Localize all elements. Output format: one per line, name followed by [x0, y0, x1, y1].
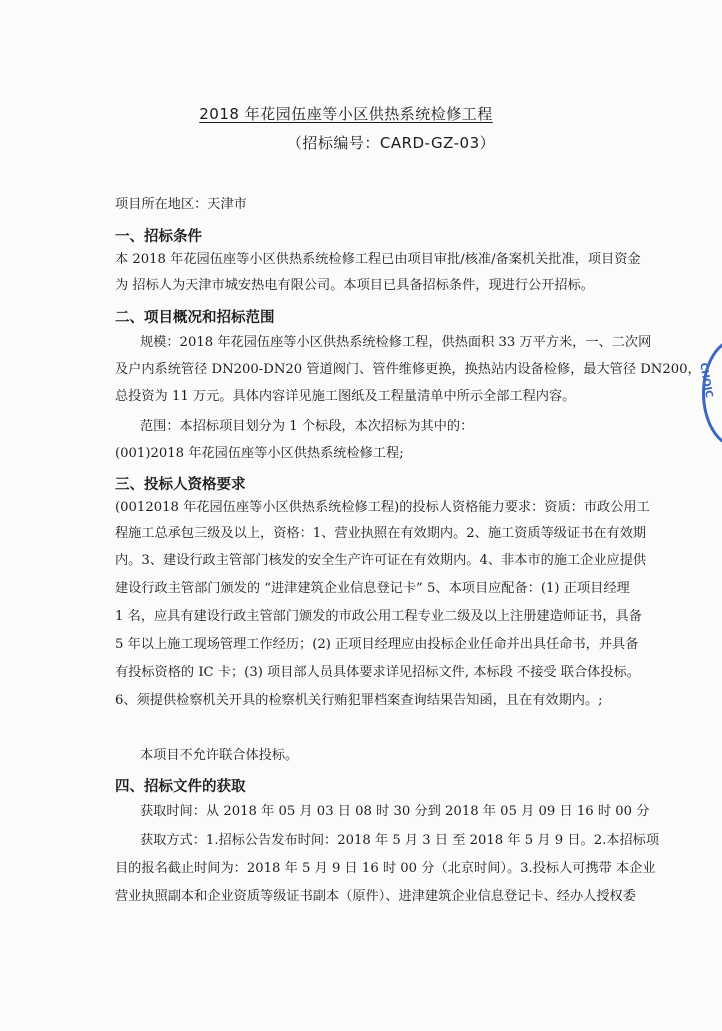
section-4-line: 目的报名截止时间为：2018 年 5 月 9 日 16 时 00 分（北京时间）。3.投标人可携带 本企业 [115, 861, 656, 876]
section-3-line: 有投标资格的 IC 卡；(3) 项目部人员具体要求详见招标文件, 本标段 不接受 联合体投标。 [115, 665, 640, 680]
section-3-line: 本项目不允许联合体投标。 [140, 748, 299, 763]
section-4-line: 营业执照副本和企业资质等级证书副本（原件）、进津建筑企业信息登记卡、经办人授权委 [115, 889, 636, 904]
section-3-line: 1 名，应具有建设行政主管部门颁发的市政公用工程专业二级及以上注册建造师证书，具备 [115, 609, 642, 624]
document-title: 2018 年花园伍座等小区供热系统检修工程 [199, 105, 493, 123]
section-4-line: 获取时间：从 2018 年 05 月 03 日 08 时 30 分到 2018 年 05 月 09 日 16 时 00 分 [140, 804, 650, 819]
section-3-line: 5 年以上施工现场管理工作经历；(2) 正项目经理应由投标企业任命并出具任命书，并具备 [115, 637, 639, 652]
project-location: 项目所在地区：天津市 [115, 197, 247, 212]
section-2-line: 及户内系统管径 DN200-DN20 管道阀门、管件维修更换，换热站内设备检修，最大管径 DN200， [115, 362, 701, 377]
section-2-line: 范围：本招标项目划分为 1 个标段，本次招标为其中的： [140, 419, 474, 434]
bid-number: （招标编号：CARD-GZ-03） [286, 134, 496, 152]
section-2-heading: 二、项目概况和招标范围 [115, 310, 275, 326]
section-1-heading: 一、招标条件 [115, 229, 202, 245]
section-4-line: 获取方式：1.招标公告发布时间：2018 年 5 月 3 日 至 2018 年 5 月 9 日。2.本招标项 [140, 833, 660, 848]
section-3-line: 程施工总承包三级及以上，资格：1、营业执照在有效期内。2、施工资质等级证书在有效期 [115, 526, 647, 541]
section-3-line: (0012018 年花园伍座等小区供热系统检修工程)的投标人资格能力要求：资质：市政公用工 [115, 500, 650, 515]
section-2-line: 规模：2018 年花园伍座等小区供热系统检修工程，供热面积 33 万平方米，一、二次网 [140, 335, 652, 350]
section-3-heading: 三、投标人资格要求 [115, 477, 246, 493]
section-1-line: 为 招标人为天津市城安热电有限公司。本项目已具备招标条件，现进行公开招标。 [115, 278, 594, 293]
section-3-line: 6、须提供检察机关开具的检察机关行贿犯罪档案查询结果告知函，且在有效期内。; [115, 693, 603, 708]
section-4-heading: 四、招标文件的获取 [115, 779, 246, 795]
section-3-line: 内。3、建设行政主管部门核发的安全生产许可证在有效期内。4、非本市的施工企业应提供 [115, 553, 647, 568]
section-1-line: 本 2018 年花园伍座等小区供热系统检修工程已由项目审批/核准/备案机关批准，项目资金 [115, 252, 641, 267]
section-3-line: 建设行政主管部门颁发的 “进津建筑企业信息登记卡” 5、本项目应配备：(1) 正项目经理 [115, 581, 630, 596]
section-2-line: 总投资为 11 万元。具体内容详见施工图纸及工程量清单中所示全部工程内容。 [115, 389, 576, 404]
section-2-line: (001)2018 年花园伍座等小区供热系统检修工程; [115, 446, 404, 461]
seal-text: CHOIC [697, 362, 715, 399]
